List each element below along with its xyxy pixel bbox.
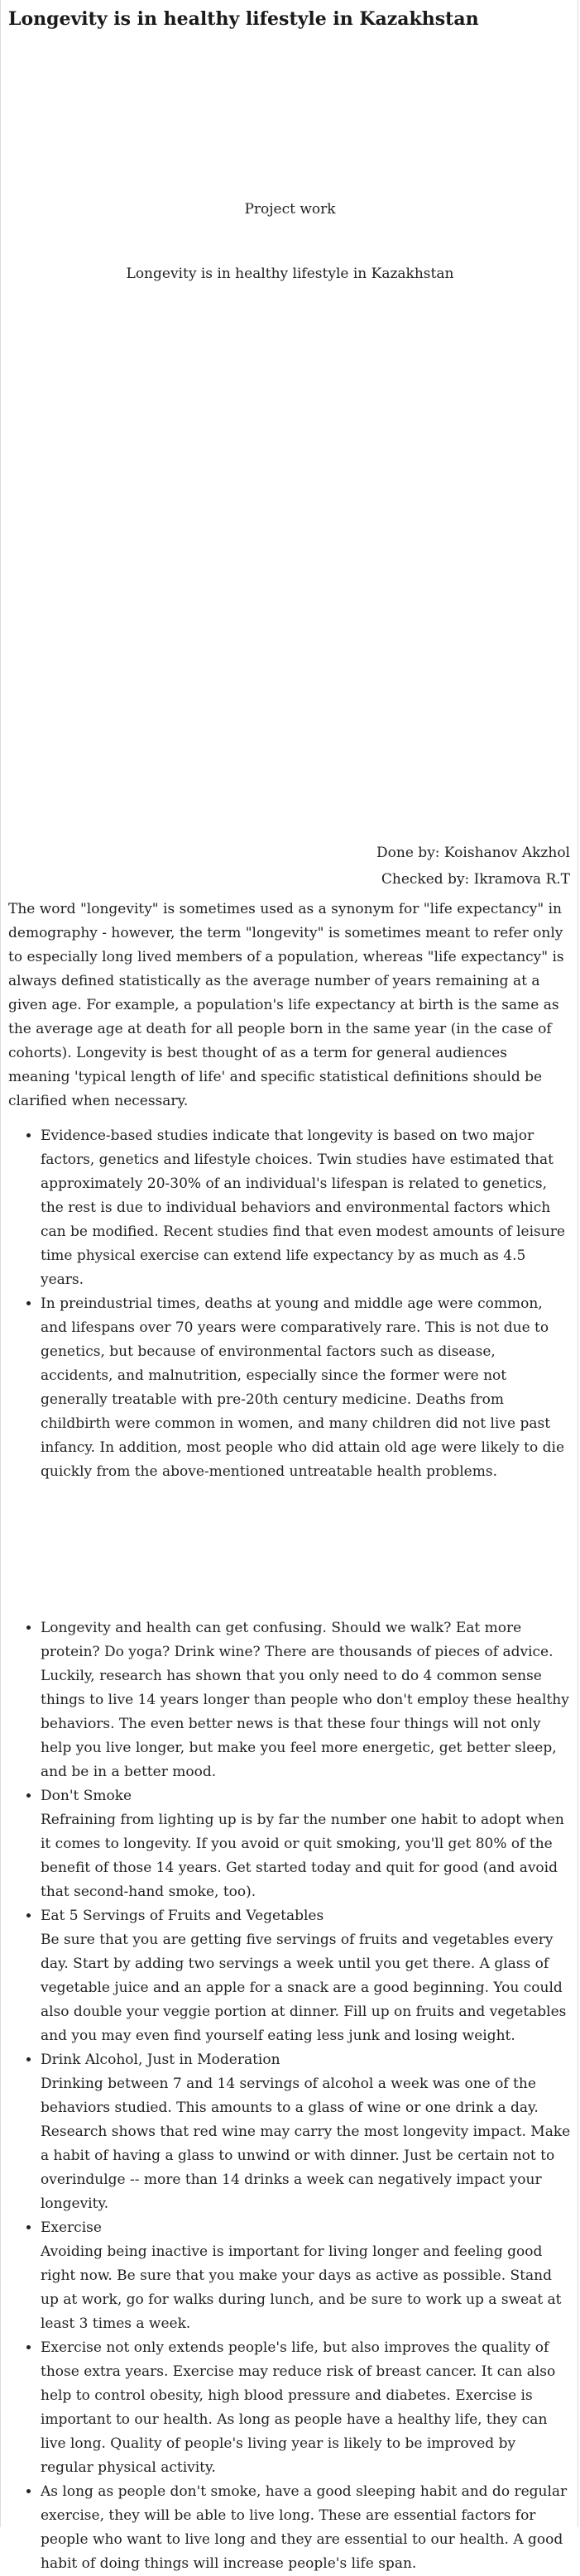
list-item [41, 1292, 571, 1484]
list-item [41, 2480, 571, 2576]
page-title: Longevity is in healthy lifestyle in Kazakhstan [8, 8, 479, 30]
intro-paragraph: The word "longevity" is sometimes used as a synonym for "life expectancy" in demography - however, the term "longevity" is sometimes meant to refer only to especially long lived members of a population, whereas "life expectancy" is always defined statistically as the average number of years remaining at a given age. For example, a population's life expectancy at birth is the same as the average age at death for all people born in the same year (in the case of cohorts). Longevity is best thought of as a term for general audiences meaning 'typical length of life' and specific statistical definitions should be clarified when necessary. [8, 901, 564, 1109]
list-item-text: • Longevity and health can get confusing. Should we walk? Eat more protein? Do yoga? Drink wine? There are thousands of pieces of advice. Luckily, research has shown that you only need to do 4 common sense things to live 14 years longer than people who don't employ these healthy behaviors. The even better news is that these four things will not only help you live longer, but make you feel more energetic, get better sleep, and be in a better mood. [41, 1620, 569, 1780]
list-item-text: Be sure that you are getting five servings of fruits and vegetables every day. Start by adding two servings a week until you get there. A glass of vegetable juice and an apple for a snack are a good beginning. You could also double your veggie portion at dinner. Fill up on fruits and vegetables and you may even find yourself eating less junk and losing weight. [41, 1932, 567, 2044]
list-item-heading: • Exercise [41, 2219, 102, 2236]
list-item [41, 2336, 571, 2480]
list-item [41, 2048, 571, 2216]
list-item-text: • Evidence-based studies indicate that longevity is based on two major factors, genetics and lifestyle choices. Twin studies have estimated that approximately 20-30% of an individual's lifespan is related to genetics, the rest is due to individual behaviors and environmental factors which can be modified. Recent studies find that even modest amounts of leisure time physical exercise can extend life expectancy by as much as 4.5 years. [41, 1128, 565, 1288]
list-item-text: Drinking between 7 and 14 servings of alcohol a week was one of the behaviors studied. This amounts to a glass of wine or one drink a day. Research shows that red wine may carry the most longevity impact. Make a habit of having a glass to unwind or with dinner. Just be certain not to overindulge -- more than 14 drinks a week can negatively impact your longevity. [41, 2076, 571, 2212]
bullet-list-secondary [8, 1616, 571, 2576]
list-item [41, 1904, 571, 2048]
list-item [41, 1784, 571, 1904]
checked-by: Checked by: Ikramova R.T [381, 871, 570, 888]
list-item [41, 1124, 571, 1292]
list-item [41, 2216, 571, 2336]
cover-subtitle: Longevity is in healthy lifestyle in Kazakhstan [126, 266, 454, 282]
list-item-text: • In preindustrial times, deaths at young and middle age were common, and lifespans over 70 years were comparatively rare. This is not due to genetics, but because of environmental factors such as disease, accidents, and malnutrition, especially since the former were not generally treatable with pre-20th century medicine. Deaths from childbirth were common in women, and many children did not live past infancy. In addition, most people who did attain old age were likely to die quickly from the above-mentioned untreatable health problems. [41, 1295, 565, 1480]
list-item-heading: • Don't Smoke [41, 1788, 132, 1804]
done-by: Done by: Koishanov Akzhol [376, 845, 570, 861]
bullet-list-primary [8, 1124, 571, 1484]
list-item-heading: • Drink Alcohol, Just in Moderation [41, 2052, 280, 2068]
list-item-heading: • Eat 5 Servings of Fruits and Vegetables [41, 1908, 324, 1924]
list-item [41, 1616, 571, 1784]
list-item-text: Avoiding being inactive is important for living longer and feeling good right now. Be sure that you make your days as active as possible. Stand up at work, go for walks during lunch, and be sure to work up a sweat at least 3 times a week. [41, 2243, 562, 2332]
project-label: Project work [244, 201, 336, 218]
list-item-text: • As long as people don't smoke, have a good sleeping habit and do regular exercise, they will be able to live long. These are essential factors for people who want to live long and they are essential to our health. A good habit of doing things will increase people's life span. [41, 2483, 568, 2572]
list-item-text: Refraining from lighting up is by far the number one habit to adopt when it comes to longevity. If you avoid or quit smoking, you'll get 80% of the benefit of those 14 years. Get started today and quit for good (and avoid that second-hand smoke, too). [41, 1812, 564, 1900]
list-item-text: • Exercise not only extends people's life, but also improves the quality of those extra years. Exercise may reduce risk of breast cancer. It can also help to control obesity, high blood pressure and diabetes. Exercise is important to our health. As long as people have a healthy life, they can live long. Quality of people's living year is likely to be improved by regular physical activity. [41, 2339, 556, 2476]
